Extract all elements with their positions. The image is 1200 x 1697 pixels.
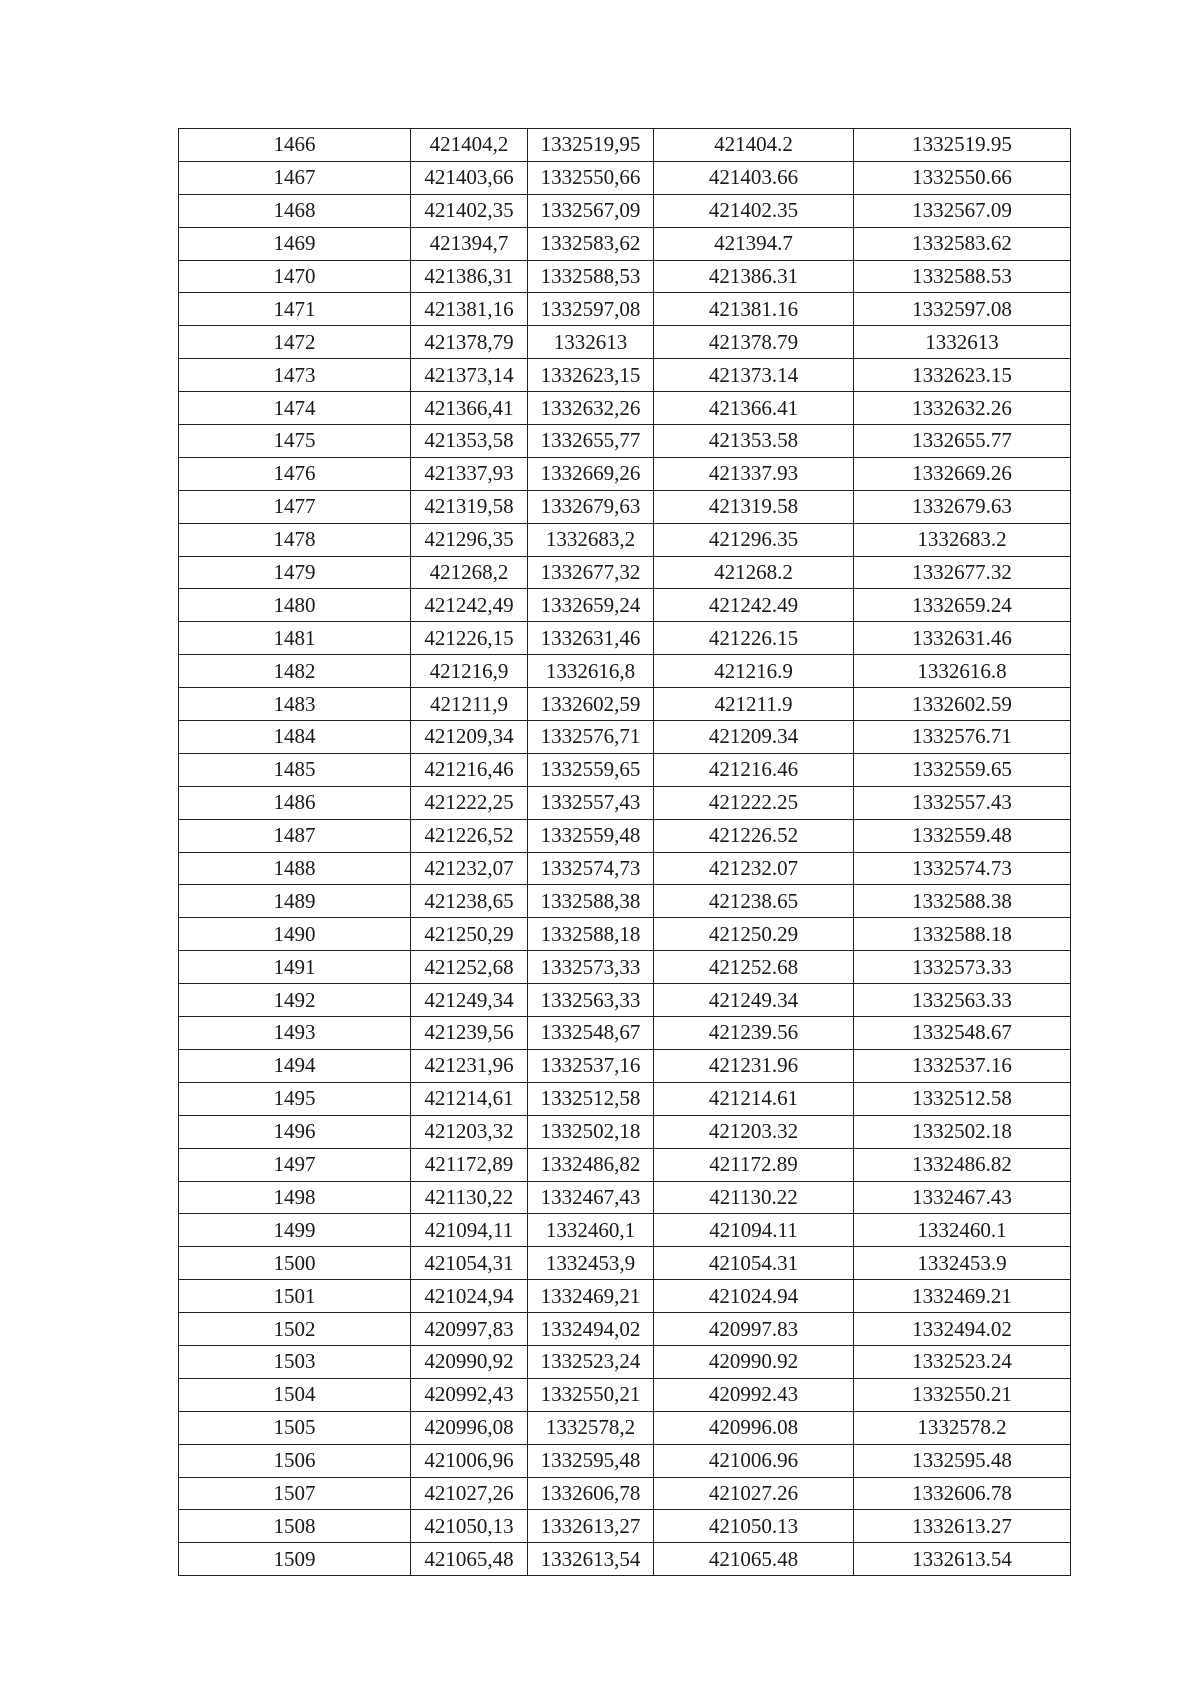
table-row <box>179 1115 1071 1148</box>
x-dot-cell: 421268.2 <box>654 556 854 589</box>
x-comma-cell: 421050,13 <box>411 1510 528 1543</box>
x-comma-cell: 421130,22 <box>411 1181 528 1214</box>
x-comma-cell: 421054,31 <box>411 1247 528 1280</box>
x-dot-cell: 421065.48 <box>654 1543 854 1576</box>
table-row <box>179 984 1071 1017</box>
y-dot-cell: 1332550.66 <box>854 161 1071 194</box>
y-dot-cell: 1332613.54 <box>854 1543 1071 1576</box>
table-row <box>179 655 1071 688</box>
point-number-cell: 1498 <box>179 1181 411 1214</box>
point-number-cell: 1508 <box>179 1510 411 1543</box>
y-comma-cell: 1332548,67 <box>528 1017 654 1050</box>
x-dot-cell: 420996.08 <box>654 1411 854 1444</box>
y-comma-cell: 1332588,38 <box>528 885 654 918</box>
x-comma-cell: 421211,9 <box>411 688 528 721</box>
y-dot-cell: 1332548.67 <box>854 1017 1071 1050</box>
x-dot-cell: 421404.2 <box>654 129 854 162</box>
point-number-cell: 1503 <box>179 1345 411 1378</box>
y-dot-cell: 1332453.9 <box>854 1247 1071 1280</box>
table-row <box>179 161 1071 194</box>
x-dot-cell: 421130.22 <box>654 1181 854 1214</box>
point-number-cell: 1486 <box>179 786 411 819</box>
y-comma-cell: 1332613 <box>528 326 654 359</box>
y-dot-cell: 1332602.59 <box>854 688 1071 721</box>
table-row <box>179 951 1071 984</box>
y-dot-cell: 1332467.43 <box>854 1181 1071 1214</box>
table-row <box>179 523 1071 556</box>
table-row <box>179 129 1071 162</box>
x-dot-cell: 421386.31 <box>654 260 854 293</box>
table-row <box>179 1313 1071 1346</box>
x-dot-cell: 421232.07 <box>654 852 854 885</box>
x-comma-cell: 421252,68 <box>411 951 528 984</box>
y-dot-cell: 1332576.71 <box>854 721 1071 754</box>
x-dot-cell: 421050.13 <box>654 1510 854 1543</box>
x-comma-cell: 421231,96 <box>411 1049 528 1082</box>
y-comma-cell: 1332460,1 <box>528 1214 654 1247</box>
x-dot-cell: 421249.34 <box>654 984 854 1017</box>
x-comma-cell: 421386,31 <box>411 260 528 293</box>
y-dot-cell: 1332550.21 <box>854 1378 1071 1411</box>
point-number-cell: 1505 <box>179 1411 411 1444</box>
table-row <box>179 1247 1071 1280</box>
y-comma-cell: 1332655,77 <box>528 425 654 458</box>
point-number-cell: 1467 <box>179 161 411 194</box>
x-comma-cell: 421250,29 <box>411 918 528 951</box>
y-dot-cell: 1332616.8 <box>854 655 1071 688</box>
y-dot-cell: 1332486.82 <box>854 1148 1071 1181</box>
y-dot-cell: 1332537.16 <box>854 1049 1071 1082</box>
table-row <box>179 721 1071 754</box>
x-comma-cell: 420996,08 <box>411 1411 528 1444</box>
x-comma-cell: 421216,9 <box>411 655 528 688</box>
y-comma-cell: 1332606,78 <box>528 1477 654 1510</box>
point-number-cell: 1480 <box>179 589 411 622</box>
point-number-cell: 1473 <box>179 359 411 392</box>
y-comma-cell: 1332469,21 <box>528 1280 654 1313</box>
table-row <box>179 819 1071 852</box>
table-row <box>179 753 1071 786</box>
x-dot-cell: 420997.83 <box>654 1313 854 1346</box>
y-comma-cell: 1332683,2 <box>528 523 654 556</box>
x-comma-cell: 421027,26 <box>411 1477 528 1510</box>
x-dot-cell: 421238.65 <box>654 885 854 918</box>
y-comma-cell: 1332659,24 <box>528 589 654 622</box>
x-dot-cell: 421373.14 <box>654 359 854 392</box>
point-number-cell: 1471 <box>179 293 411 326</box>
x-dot-cell: 421296.35 <box>654 523 854 556</box>
table-row <box>179 622 1071 655</box>
y-dot-cell: 1332669.26 <box>854 457 1071 490</box>
x-comma-cell: 420992,43 <box>411 1378 528 1411</box>
x-comma-cell: 421232,07 <box>411 852 528 885</box>
x-comma-cell: 421403,66 <box>411 161 528 194</box>
x-comma-cell: 421402,35 <box>411 194 528 227</box>
point-number-cell: 1509 <box>179 1543 411 1576</box>
table-row <box>179 1477 1071 1510</box>
x-dot-cell: 421172.89 <box>654 1148 854 1181</box>
x-comma-cell: 421238,65 <box>411 885 528 918</box>
y-comma-cell: 1332494,02 <box>528 1313 654 1346</box>
x-comma-cell: 420990,92 <box>411 1345 528 1378</box>
table-row <box>179 589 1071 622</box>
y-comma-cell: 1332669,26 <box>528 457 654 490</box>
x-comma-cell: 421203,32 <box>411 1115 528 1148</box>
table-row <box>179 1411 1071 1444</box>
x-dot-cell: 421250.29 <box>654 918 854 951</box>
y-comma-cell: 1332523,24 <box>528 1345 654 1378</box>
x-dot-cell: 421394.7 <box>654 227 854 260</box>
point-number-cell: 1491 <box>179 951 411 984</box>
x-comma-cell: 421094,11 <box>411 1214 528 1247</box>
y-comma-cell: 1332576,71 <box>528 721 654 754</box>
x-comma-cell: 421319,58 <box>411 490 528 523</box>
table-row <box>179 1378 1071 1411</box>
y-comma-cell: 1332588,53 <box>528 260 654 293</box>
point-number-cell: 1483 <box>179 688 411 721</box>
table-row <box>179 392 1071 425</box>
point-number-cell: 1476 <box>179 457 411 490</box>
x-comma-cell: 421065,48 <box>411 1543 528 1576</box>
y-comma-cell: 1332602,59 <box>528 688 654 721</box>
y-dot-cell: 1332613 <box>854 326 1071 359</box>
point-number-cell: 1504 <box>179 1378 411 1411</box>
y-comma-cell: 1332453,9 <box>528 1247 654 1280</box>
y-comma-cell: 1332597,08 <box>528 293 654 326</box>
x-dot-cell: 421378.79 <box>654 326 854 359</box>
point-number-cell: 1497 <box>179 1148 411 1181</box>
x-dot-cell: 421216.46 <box>654 753 854 786</box>
point-number-cell: 1488 <box>179 852 411 885</box>
point-number-cell: 1499 <box>179 1214 411 1247</box>
y-comma-cell: 1332502,18 <box>528 1115 654 1148</box>
point-number-cell: 1477 <box>179 490 411 523</box>
table-row <box>179 1510 1071 1543</box>
table-row <box>179 1345 1071 1378</box>
x-comma-cell: 421249,34 <box>411 984 528 1017</box>
point-number-cell: 1506 <box>179 1444 411 1477</box>
y-comma-cell: 1332631,46 <box>528 622 654 655</box>
x-comma-cell: 421394,7 <box>411 227 528 260</box>
x-comma-cell: 421378,79 <box>411 326 528 359</box>
x-comma-cell: 421353,58 <box>411 425 528 458</box>
y-comma-cell: 1332573,33 <box>528 951 654 984</box>
x-comma-cell: 421381,16 <box>411 293 528 326</box>
x-dot-cell: 421403.66 <box>654 161 854 194</box>
point-number-cell: 1492 <box>179 984 411 1017</box>
table-row <box>179 1280 1071 1313</box>
point-number-cell: 1470 <box>179 260 411 293</box>
y-comma-cell: 1332567,09 <box>528 194 654 227</box>
y-dot-cell: 1332573.33 <box>854 951 1071 984</box>
x-dot-cell: 421094.11 <box>654 1214 854 1247</box>
x-comma-cell: 421006,96 <box>411 1444 528 1477</box>
y-comma-cell: 1332486,82 <box>528 1148 654 1181</box>
x-dot-cell: 421239.56 <box>654 1017 854 1050</box>
coordinates-table <box>178 128 1071 1576</box>
y-comma-cell: 1332677,32 <box>528 556 654 589</box>
table-row <box>179 1017 1071 1050</box>
x-dot-cell: 421214.61 <box>654 1082 854 1115</box>
x-dot-cell: 421402.35 <box>654 194 854 227</box>
y-dot-cell: 1332595.48 <box>854 1444 1071 1477</box>
table-row <box>179 1148 1071 1181</box>
table-row <box>179 260 1071 293</box>
y-dot-cell: 1332559.65 <box>854 753 1071 786</box>
table-row <box>179 1049 1071 1082</box>
y-dot-cell: 1332677.32 <box>854 556 1071 589</box>
y-dot-cell: 1332519.95 <box>854 129 1071 162</box>
y-dot-cell: 1332623.15 <box>854 359 1071 392</box>
y-comma-cell: 1332595,48 <box>528 1444 654 1477</box>
y-dot-cell: 1332502.18 <box>854 1115 1071 1148</box>
y-comma-cell: 1332679,63 <box>528 490 654 523</box>
y-dot-cell: 1332574.73 <box>854 852 1071 885</box>
x-dot-cell: 421006.96 <box>654 1444 854 1477</box>
y-comma-cell: 1332583,62 <box>528 227 654 260</box>
x-comma-cell: 421239,56 <box>411 1017 528 1050</box>
point-number-cell: 1484 <box>179 721 411 754</box>
y-comma-cell: 1332632,26 <box>528 392 654 425</box>
point-number-cell: 1500 <box>179 1247 411 1280</box>
y-comma-cell: 1332574,73 <box>528 852 654 885</box>
x-dot-cell: 421226.52 <box>654 819 854 852</box>
table-row <box>179 1543 1071 1576</box>
x-dot-cell: 421381.16 <box>654 293 854 326</box>
table-row <box>179 194 1071 227</box>
y-comma-cell: 1332550,21 <box>528 1378 654 1411</box>
point-number-cell: 1485 <box>179 753 411 786</box>
x-comma-cell: 421296,35 <box>411 523 528 556</box>
y-comma-cell: 1332557,43 <box>528 786 654 819</box>
y-dot-cell: 1332683.2 <box>854 523 1071 556</box>
point-number-cell: 1501 <box>179 1280 411 1313</box>
y-dot-cell: 1332494.02 <box>854 1313 1071 1346</box>
y-dot-cell: 1332469.21 <box>854 1280 1071 1313</box>
table-row <box>179 490 1071 523</box>
point-number-cell: 1481 <box>179 622 411 655</box>
x-comma-cell: 421216,46 <box>411 753 528 786</box>
y-comma-cell: 1332623,15 <box>528 359 654 392</box>
x-dot-cell: 421353.58 <box>654 425 854 458</box>
x-comma-cell: 421214,61 <box>411 1082 528 1115</box>
table-row <box>179 457 1071 490</box>
x-comma-cell: 421337,93 <box>411 457 528 490</box>
x-comma-cell: 421226,15 <box>411 622 528 655</box>
x-comma-cell: 421172,89 <box>411 1148 528 1181</box>
point-number-cell: 1490 <box>179 918 411 951</box>
point-number-cell: 1472 <box>179 326 411 359</box>
y-dot-cell: 1332597.08 <box>854 293 1071 326</box>
x-dot-cell: 421027.26 <box>654 1477 854 1510</box>
y-comma-cell: 1332563,33 <box>528 984 654 1017</box>
x-dot-cell: 421209.34 <box>654 721 854 754</box>
y-dot-cell: 1332606.78 <box>854 1477 1071 1510</box>
point-number-cell: 1487 <box>179 819 411 852</box>
point-number-cell: 1493 <box>179 1017 411 1050</box>
x-dot-cell: 421366.41 <box>654 392 854 425</box>
y-dot-cell: 1332563.33 <box>854 984 1071 1017</box>
x-dot-cell: 421216.9 <box>654 655 854 688</box>
point-number-cell: 1468 <box>179 194 411 227</box>
x-dot-cell: 421337.93 <box>654 457 854 490</box>
table-row <box>179 293 1071 326</box>
y-comma-cell: 1332613,54 <box>528 1543 654 1576</box>
y-dot-cell: 1332655.77 <box>854 425 1071 458</box>
point-number-cell: 1478 <box>179 523 411 556</box>
y-dot-cell: 1332659.24 <box>854 589 1071 622</box>
y-dot-cell: 1332578.2 <box>854 1411 1071 1444</box>
x-dot-cell: 420992.43 <box>654 1378 854 1411</box>
x-comma-cell: 421268,2 <box>411 556 528 589</box>
y-comma-cell: 1332559,65 <box>528 753 654 786</box>
point-number-cell: 1482 <box>179 655 411 688</box>
y-dot-cell: 1332588.53 <box>854 260 1071 293</box>
table-row <box>179 885 1071 918</box>
x-comma-cell: 421024,94 <box>411 1280 528 1313</box>
table-row <box>179 852 1071 885</box>
point-number-cell: 1496 <box>179 1115 411 1148</box>
table-row <box>179 326 1071 359</box>
x-dot-cell: 421024.94 <box>654 1280 854 1313</box>
point-number-cell: 1502 <box>179 1313 411 1346</box>
y-dot-cell: 1332588.18 <box>854 918 1071 951</box>
coordinates-table-body <box>179 129 1071 1576</box>
point-number-cell: 1489 <box>179 885 411 918</box>
point-number-cell: 1507 <box>179 1477 411 1510</box>
y-comma-cell: 1332616,8 <box>528 655 654 688</box>
x-comma-cell: 421222,25 <box>411 786 528 819</box>
x-comma-cell: 421209,34 <box>411 721 528 754</box>
table-row <box>179 1214 1071 1247</box>
table-row <box>179 1082 1071 1115</box>
x-comma-cell: 421404,2 <box>411 129 528 162</box>
y-dot-cell: 1332559.48 <box>854 819 1071 852</box>
table-row <box>179 1181 1071 1214</box>
table-row <box>179 1444 1071 1477</box>
table-row <box>179 425 1071 458</box>
point-number-cell: 1479 <box>179 556 411 589</box>
x-dot-cell: 421054.31 <box>654 1247 854 1280</box>
y-comma-cell: 1332512,58 <box>528 1082 654 1115</box>
y-dot-cell: 1332567.09 <box>854 194 1071 227</box>
y-dot-cell: 1332679.63 <box>854 490 1071 523</box>
x-dot-cell: 421203.32 <box>654 1115 854 1148</box>
x-dot-cell: 421319.58 <box>654 490 854 523</box>
y-dot-cell: 1332631.46 <box>854 622 1071 655</box>
y-dot-cell: 1332512.58 <box>854 1082 1071 1115</box>
y-comma-cell: 1332588,18 <box>528 918 654 951</box>
x-dot-cell: 421252.68 <box>654 951 854 984</box>
y-comma-cell: 1332537,16 <box>528 1049 654 1082</box>
y-dot-cell: 1332588.38 <box>854 885 1071 918</box>
x-dot-cell: 420990.92 <box>654 1345 854 1378</box>
x-dot-cell: 421211.9 <box>654 688 854 721</box>
y-dot-cell: 1332613.27 <box>854 1510 1071 1543</box>
table-row <box>179 227 1071 260</box>
point-number-cell: 1494 <box>179 1049 411 1082</box>
y-dot-cell: 1332632.26 <box>854 392 1071 425</box>
x-dot-cell: 421231.96 <box>654 1049 854 1082</box>
point-number-cell: 1469 <box>179 227 411 260</box>
x-comma-cell: 421226,52 <box>411 819 528 852</box>
y-dot-cell: 1332583.62 <box>854 227 1071 260</box>
y-comma-cell: 1332559,48 <box>528 819 654 852</box>
x-comma-cell: 420997,83 <box>411 1313 528 1346</box>
table-row <box>179 688 1071 721</box>
point-number-cell: 1495 <box>179 1082 411 1115</box>
y-dot-cell: 1332557.43 <box>854 786 1071 819</box>
x-dot-cell: 421226.15 <box>654 622 854 655</box>
table-row <box>179 918 1071 951</box>
y-comma-cell: 1332550,66 <box>528 161 654 194</box>
table-row <box>179 556 1071 589</box>
point-number-cell: 1475 <box>179 425 411 458</box>
x-comma-cell: 421242,49 <box>411 589 528 622</box>
x-dot-cell: 421242.49 <box>654 589 854 622</box>
y-comma-cell: 1332519,95 <box>528 129 654 162</box>
x-comma-cell: 421373,14 <box>411 359 528 392</box>
table-row <box>179 786 1071 819</box>
x-comma-cell: 421366,41 <box>411 392 528 425</box>
point-number-cell: 1466 <box>179 129 411 162</box>
y-dot-cell: 1332523.24 <box>854 1345 1071 1378</box>
y-comma-cell: 1332578,2 <box>528 1411 654 1444</box>
y-dot-cell: 1332460.1 <box>854 1214 1071 1247</box>
y-comma-cell: 1332613,27 <box>528 1510 654 1543</box>
x-dot-cell: 421222.25 <box>654 786 854 819</box>
y-comma-cell: 1332467,43 <box>528 1181 654 1214</box>
point-number-cell: 1474 <box>179 392 411 425</box>
table-row <box>179 359 1071 392</box>
